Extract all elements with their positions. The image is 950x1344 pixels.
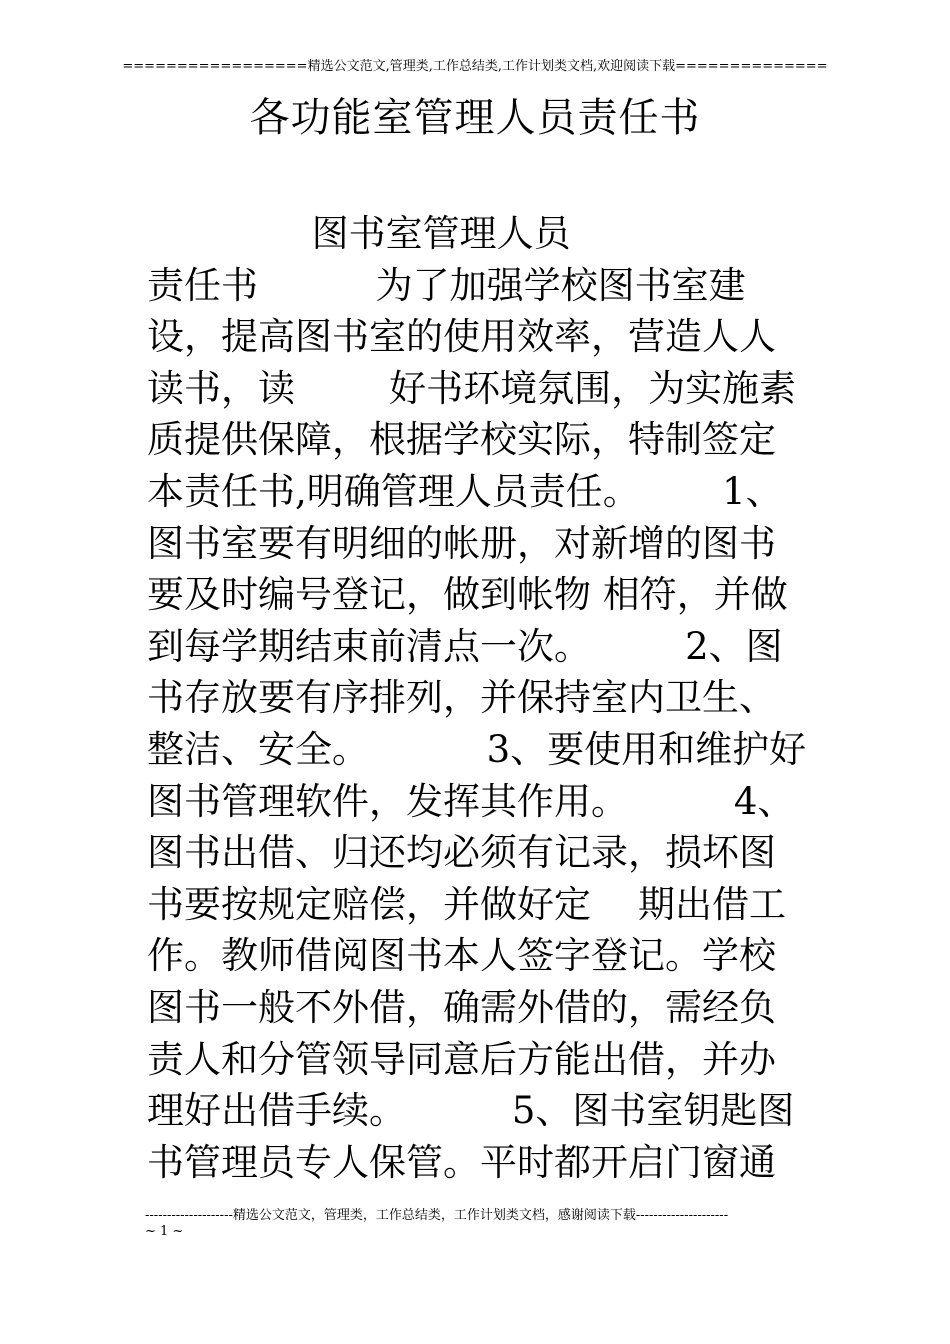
body-line: 作。教师借阅图书本人签字登记。学校 [147,934,776,978]
document-title: 各功能室管理人员责任书 [249,95,701,141]
body-line: 设，提高图书室的使用效率，营造人人 [147,315,776,359]
body-line: 到每学期结束前清点一次。 2、图 [147,624,783,668]
body-line: 读书，读 好书环境氛围，为实施素 [147,366,797,410]
body-line: 书要按规定赔偿，并做好定 期出借工 [147,882,787,926]
body-line: 要及时编号登记，做到帐物 相符，并做 [147,573,788,617]
body-line: 责人和分管领导同意后方能出借，并办 [147,1037,776,1081]
body-line: 图书室管理人员 [147,212,571,255]
body-line: 质提供保障，根据学校实际，特制签定 [147,418,776,462]
page-header: =================精选公文范文,管理类,工作总结类,工作计划类文档,欢迎阅读下载============== [122,59,828,74]
body-line: 图书出借、归还均必须有记录，损坏图 [147,831,776,875]
body-line: 图书管理软件，发挥其作用。 4、 [147,779,795,823]
document-body [147,208,827,1188]
page-number: ~ 1 ~ [145,1224,184,1239]
body-line: 本责任书,明确管理人员责任。 1、 [147,469,783,513]
body-line: 图书室要有明细的帐册，对新增的图书 [147,521,776,565]
body-line: 图书一般不外借，确需外借的，需经负 [147,985,776,1029]
body-line: 整洁、安全。 3、要使用和维护好 [147,727,807,771]
body-line: 书存放要有序排列，并保持室内卫生、 [147,676,776,720]
body-line: 责任书 为了加强学校图书室建 [147,263,746,307]
page-footer: --------------------精选公文范文，管理类，工作总结类，工作计划类文档，感谢阅读下载--------------------- [145,1208,729,1223]
body-line: 理好出借手续。 5、图书室钥匙图 [147,1089,795,1133]
body-line: 书管理员专人保管。平时都开启门窗通 [147,1140,776,1184]
